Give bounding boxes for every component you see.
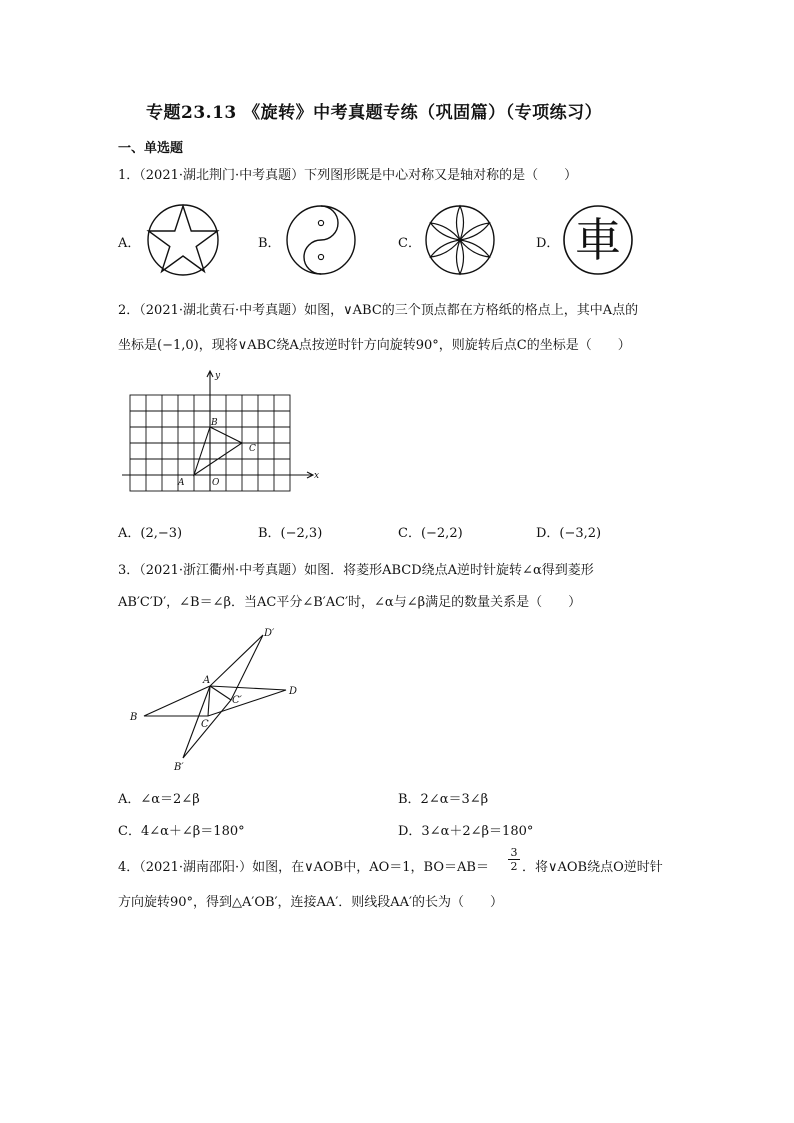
chinese-char-in-circle-figure	[562, 204, 634, 276]
q4-fraction	[508, 846, 520, 873]
page-title: 专题23.13 《旋转》中考真题专练（巩固篇）（专项练习）	[146, 103, 603, 123]
q1-option-a-label: A．	[118, 236, 141, 251]
point-b-label: B	[211, 418, 218, 428]
section-heading: 一、单选题	[118, 141, 184, 156]
q2-option-c: C．(−2,2)	[398, 526, 463, 541]
flower-in-circle-figure	[424, 204, 496, 276]
axis-y-label: y	[215, 371, 221, 381]
origin-o-label: O	[212, 478, 220, 488]
q2-option-d: D．(−3,2)	[536, 526, 602, 541]
q4-line1-part1: 4．（2021·湖南邵阳·）如图，在∨AOB中，AO＝1，BO＝AB＝	[118, 860, 489, 875]
point-c-label: C	[249, 444, 256, 454]
rhombus-c-prime-label: C′	[232, 695, 242, 706]
axis-x-label: x	[314, 471, 320, 481]
q1-option-d-label: D．	[536, 236, 560, 251]
rhombus-d-prime-label: D′	[264, 628, 275, 639]
q3-option-d: D．3∠α＋2∠β＝180°	[398, 824, 534, 839]
q1-option-c-label: C．	[398, 236, 421, 251]
q3-option-c: C．4∠α＋∠β＝180°	[118, 824, 245, 839]
q3-line2: AB′C′D′，∠B＝∠β．当AC平分∠B′AC′时，∠α与∠β满足的数量关系是（ ）	[118, 595, 582, 610]
q2-line2: 坐标是(−1,0)，现将∨ABC绕A点按逆时针方向旋转90°，则旋转后点C的坐标是（ ）	[118, 338, 631, 353]
q2-line1: 2．（2021·湖北黄石·中考真题）如图，∨ABC的三个顶点都在方格纸的格点上，其中A点的	[118, 303, 639, 318]
rhombus-c-label: C	[201, 719, 209, 730]
q3-option-b: B．2∠α＝3∠β	[398, 792, 489, 807]
rhombus-d-label: D	[289, 686, 298, 697]
rhombus-b-label: B	[130, 712, 138, 723]
char-che: 車	[575, 213, 621, 267]
rhombus-a-label: A	[203, 675, 211, 686]
rhombus-b-prime-label: B′	[174, 762, 184, 773]
q1-text: 1．（2021·湖北荆门·中考真题）下列图形既是中心对称又是轴对称的是（ ）	[118, 168, 578, 183]
q3-line1: 3．（2021·浙江衢州·中考真题）如图．将菱形ABCD绕点A逆时针旋转∠α得到菱形	[118, 563, 594, 578]
q4-fraction-denominator: 2	[510, 860, 518, 873]
star-in-circle-figure	[146, 203, 220, 277]
q4-fraction-numerator: 3	[510, 846, 518, 859]
q4-line2: 方向旋转90°，得到△A′OB′，连接AA′．则线段AA′的长为（ ）	[118, 895, 503, 910]
rhombus-rotation-figure	[126, 624, 326, 774]
q3-option-a: A．∠α＝2∠β	[118, 792, 200, 807]
q1-option-b-label: B．	[258, 236, 281, 251]
q4-line1-part2: ．将∨AOB绕点O逆时针	[522, 860, 663, 875]
point-a-label: A	[178, 478, 185, 488]
q2-option-b: B．(−2,3)	[258, 526, 323, 541]
q2-option-a: A．(2,−3)	[118, 526, 183, 541]
grid-coordinate-figure	[120, 368, 330, 498]
yin-yang-figure	[286, 205, 356, 275]
